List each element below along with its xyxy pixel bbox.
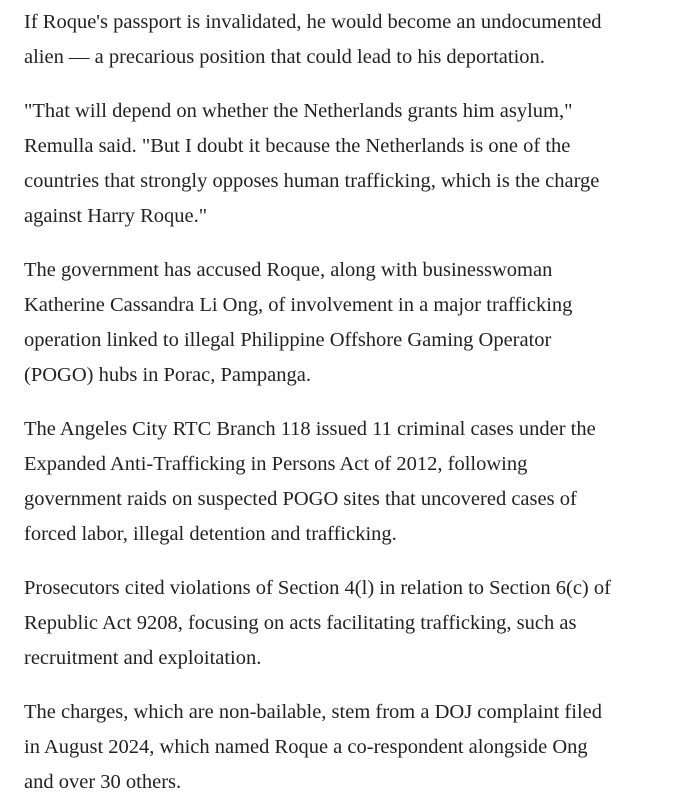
line: recruitment and exploitation. xyxy=(24,647,262,669)
paragraph-accusation xyxy=(24,253,687,393)
line: If Roque's passport is invalidated, he would become an undocumented xyxy=(24,11,602,33)
line: Expanded Anti-Trafficking in Persons Act of 2012, following xyxy=(24,453,528,475)
line: Prosecutors cited violations of Section 4(l) in relation to Section 6(c) of xyxy=(24,577,611,599)
line: forced labor, illegal detention and trafficking. xyxy=(24,523,397,545)
line: countries that strongly opposes human trafficking, which is the charge xyxy=(24,170,600,192)
line: Republic Act 9208, focusing on acts facilitating trafficking, such as xyxy=(24,612,577,634)
line: in August 2024, which named Roque a co-respondent alongside Ong xyxy=(24,736,588,758)
paragraph-criminal-cases xyxy=(24,412,687,552)
line: Remulla said. "But I doubt it because the Netherlands is one of the xyxy=(24,135,571,157)
line: The Angeles City RTC Branch 118 issued 11 criminal cases under the xyxy=(24,418,596,440)
line: Katherine Cassandra Li Ong, of involvement in a major trafficking xyxy=(24,294,573,316)
line: against Harry Roque." xyxy=(24,205,208,227)
paragraph-prosecutors xyxy=(24,571,687,676)
line: The charges, which are non-bailable, stem from a DOJ complaint filed xyxy=(24,701,602,723)
line: (POGO) hubs in Porac, Pampanga. xyxy=(24,364,311,386)
paragraph-charges xyxy=(24,695,687,800)
line: operation linked to illegal Philippine Offshore Gaming Operator xyxy=(24,329,552,351)
paragraph-remulla-quote xyxy=(24,94,687,234)
line: alien — a precarious position that could lead to his deportation. xyxy=(24,46,545,68)
line: "That will depend on whether the Netherlands grants him asylum," xyxy=(24,100,573,122)
paragraph-passport xyxy=(24,5,687,75)
line: government raids on suspected POGO sites that uncovered cases of xyxy=(24,488,577,510)
line: and over 30 others. xyxy=(24,771,182,793)
line: The government has accused Roque, along with businesswoman xyxy=(24,259,553,281)
